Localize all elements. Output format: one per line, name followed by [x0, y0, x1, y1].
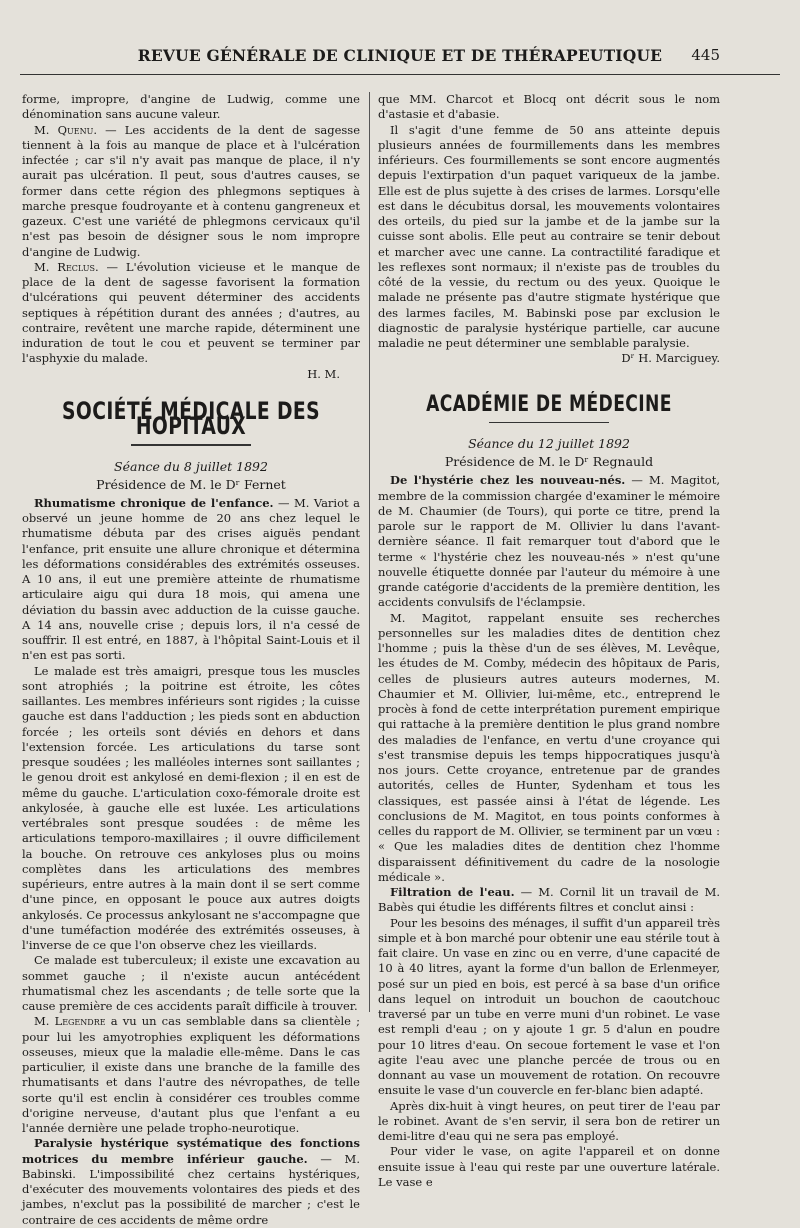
page-header: [20, 44, 780, 75]
presidence: Présidence de M. le Dʳ Fernet: [96, 476, 286, 492]
section-divider: [489, 422, 609, 424]
paragraph-filtration: [378, 885, 720, 916]
paragraph-legendre: [22, 1014, 360, 1136]
running-title: REVUE GÉNÉRALE DE CLINIQUE ET DE THÉRAPEUTIQUE: [137, 46, 663, 65]
session-date: [378, 435, 720, 453]
paragraph-quenu: [22, 123, 360, 260]
section-title: ACADÉMIE DE MÉDECINE: [426, 391, 672, 417]
session-date: [22, 458, 360, 476]
article-title: Filtration de l'eau.: [390, 885, 515, 899]
paragraph: Pour vider le vase, on agite l'appareil et on donne ensuite issue à l'eau qui reste par une ouverture latérale. Le vase e: [378, 1144, 720, 1189]
paragraph-text: — L'évolution vicieuse et le manque de place de la dent de sagesse favorisent la formation d'ulcérations qui peuvent déterminer des accidents septiques à répétition durant des années ; d'autres, au contraire, revêtent une marche rapide, déterminent une induration de tout le cou et peuvent se terminer par l'asphyxie du malade.: [22, 259, 360, 366]
column-divider: [369, 92, 370, 1012]
paragraph-text: a vu un cas semblable dans sa clientèle ; pour lui les amyotrophies expliquent les déformations osseuses, mieux que la maladie elle-même. Dans le cas particulier, il existe dans une branche de la famille des rhumatisants et dans l'autre des névropathes, de telle sorte qu'il est enclin à considérer ces troubles comme d'origine nerveuse, d'autant plus que l'enfant a eu l'année dernière une pelade tropho-neurotique.: [22, 1014, 360, 1135]
section-title: SOCIÉTÉ MÉDICALE DES HOPITAUX: [62, 396, 320, 440]
left-column: [22, 92, 360, 1228]
article-title: De l'hystérie chez les nouveau-nés.: [390, 473, 626, 488]
paragraph-rhumatisme: [22, 496, 360, 664]
paragraph-text: — M. Babinski. L'impossibilité chez certains hystériques, d'exécuter des mouvements volontaires des pieds et des jambes, n'exclut pas la possibilité de marcher ; c'est le contraire de ces accidents de même ordre: [22, 1151, 360, 1227]
paragraph: Ce malade est tuberculeux; il existe une excavation au sommet gauche ; il n'existe aucun antécédent rhumatismal chez les ascendants ; de telle sorte que la cause première de ces accidents paraît difficile à trouver.: [22, 953, 360, 1013]
paragraph-text: — M. Variot a observé un jeune homme de 20 ans chez lequel le rhumatisme débuta par des crises aiguës pendant l'enfance, prit ensuite une allure chronique et détermina les déformations considérables des extrémités osseuses. A 10 ans, il eut une première atteinte de rhumatisme articulaire aigu qui dura 18 mois, qui amena une déviation du bassin avec adduction de la cuisse gauche. A 14 ans, nouvelle crise ; depuis lors, il n'a cessé de souffrir. Il est entré, en 1887, à l'hôpital Saint-Louis et il n'en est pas sorti.: [22, 495, 360, 663]
speaker-name: M. Quenu.: [34, 122, 97, 137]
paragraph-reclus: [22, 260, 360, 367]
page-number: 445: [691, 46, 720, 64]
session-date-text: Séance du 12 juillet 1892: [468, 436, 630, 452]
paragraph-text: — M. Cornil lit un travail de M. Babès qui étudie les différents filtres et conclut ainsi :: [378, 885, 721, 915]
paragraph-text: — Les accidents de la dent de sagesse tiennent à la fois au manque de place et à l'ulcération infectée ; car s'il n'y avait pas manque de place, il n'y aurait pas ulcération. Il peut, sous d'autres causes, se former dans cette région des phlegmons septiques à marche presque foudroyante et à contenu gangreneux et gazeux. C'est une variété de phlegmons cervicaux qu'il n'est pas besoin de désigner sous le nom impropre d'angine de Ludwig.: [22, 122, 361, 259]
right-column: [378, 92, 720, 1190]
article-title: Rhumatisme chronique de l'enfance.: [34, 495, 274, 510]
paragraph: M. Magitot, rappelant ensuite ses recherches personnelles sur les maladies dites de dentition chez l'homme ; puis la thèse d'un de ses élèves, M. Levêque, les études de M. Comby, médecin des hôpitaux de Paris, celles de plusieurs autres auteurs modernes, M. Chaumier et M. Ollivier, lui-même, etc., entreprend le procès à fond de cette interprétation purement empirique qui rattache à la première dentition le plus grand nombre des maladies de l'enfance, en vertu d'une croyance qui s'est transmise depuis les temps hippocratiques jusqu'à nos jours. Cette croyance, entretenue par de grandes autorités, celles de Hunter, Sydenham et tous les classiques, est passée ainsi à l'état de légende. Les conclusions de M. Magitot, en tous points conformes à celles du rapport de M. Ollivier, se terminent par un vœu : « Que les maladies dites de dentition chez l'homme disparaissent définitivement du cadre de la nosologie médicale ».: [378, 610, 720, 884]
article-title: Paralysie hystérique systématique des fonctions motrices du membre inférieur gauche.: [22, 1136, 360, 1166]
speaker-name: M. Legendre: [34, 1014, 106, 1029]
paragraph: Il s'agit d'une femme de 50 ans atteinte depuis plusieurs années de fourmillements dans les membres inférieurs. Ces fourmillements se sont encore augmentés depuis l'extirpation d'un paquet variqueux de la jambe. Elle est de plus sujette à des crises de larmes. Lorsqu'elle est dans le décubitus dorsal, les mouvements volontaires des orteils, du pied sur la jambe et de la jambe sur la cuisse sont abolis. Elle peut au contraire se tenir debout et marcher avec une canne. La contractilité faradique et les reflexes sont normaux; il n'existe pas de troubles du côté de la vessie, du rectum ou des yeux. Quoique le malade ne présente pas d'autre stigmate hystérique que des larmes faciles, M. Babinski pose par exclusion le diagnostic de paralysie hystérique partielle, car aucune maladie ne peut déterminer une semblable paralysie.: [378, 122, 720, 350]
session-date-text: Séance du 8 juillet 1892: [114, 458, 268, 474]
paragraph: que MM. Charcot et Blocq ont décrit sous le nom d'astasie et d'abasie.: [378, 92, 720, 122]
paragraph-text: — M. Magitot, membre de la commission chargée d'examiner le mémoire de M. Chaumier (de Tours), qui porte ce titre, prend la parole sur le rapport de M. Ollivier lu dans l'avant-dernière séance. Il fait remarquer tout d'abord que le terme « l'hystérie chez les nouveau-nés » n'est qu'une nouvelle étiquette donnée par l'auteur du mémoire à une grande catégorie d'accidents de la première dentition, les accidents convulsifs de l'éclampsie.: [378, 473, 720, 610]
paragraph-hysterie: [378, 473, 720, 610]
speaker-name: M. Reclus.: [34, 259, 99, 274]
paragraph-paralysie: [22, 1136, 360, 1228]
presidence: Présidence de M. le Dʳ Regnauld: [444, 454, 654, 470]
signature: H. M.: [307, 366, 340, 381]
section-divider: [131, 444, 251, 446]
signature: Dʳ H. Marciguey.: [621, 351, 720, 366]
paragraph: Pour les besoins des ménages, il suffit d'un appareil très simple et à bon marché pour obtenir une eau stérile tout à fait claire. Un vase en zinc ou en verre, d'une capacité de 10 à 40 litres, ayant la forme d'un ballon de Erlenmeyer, posé sur un pied en bois, est percé à sa base d'un orifice dans lequel on introduit un bouchon de caoutchouc traversé par un tube en verre muni d'un robinet. Le vase est rempli d'eau ; on y ajoute 1 gr. 5 d'alun en poudre pour 10 litres d'eau. On secoue fortement le vase et l'on agite l'eau avec une planche percée de trous ou en donnant au vase un mouvement de rotation. On recouvre ensuite le vase d'un couvercle en fer-blanc bien adapté.: [378, 915, 721, 1098]
paragraph: Le malade est très amaigri, presque tous les muscles sont atrophiés ; la poitrine est étroite, les côtes saillantes. Les membres inférieurs sont rigides ; la cuisse gauche est dans l'adduction ; les pieds sont en abduction forcée ; les orteils sont déviés en dehors et dans l'extension forcée. Les articulations du tarse sont presque soudées ; les malléoles internes sont saillantes ; le genou droit est ankylosé en demi-flexion ; il en est de même du gauche. L'articulation coxo-fémorale droite est ankylosée, à gauche elle est luxée. Les articulations vertébrales sont presque soudées : de même les articulations temporo-maxillaires ; il ouvre difficilement la bouche. On retrouve ces ankyloses plus ou moins complètes dans les articulations des membres supérieurs, entre autres à la main dont il se sert comme d'une pince, en opposant le pouce aux autres doigts ankylosés. Ce processus ankylosant ne s'accompagne que d'une tuméfaction modérée des extrémités osseuses, à l'inverse de ce que l'on observe chez les vieillards.: [22, 663, 360, 952]
paragraph: Après dix-huit à vingt heures, on peut tirer de l'eau par le robinet. Avant de s'en servir, il sera bon de retirer un demi-litre d'eau qui ne sera pas employé.: [378, 1098, 720, 1143]
paragraph: forme, impropre, d'angine de Ludwig, comme une dénomination sans aucune valeur.: [22, 92, 360, 122]
